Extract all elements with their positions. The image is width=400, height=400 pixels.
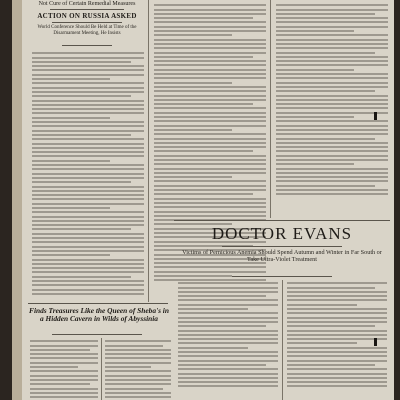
headline-doctor-evans: DOCTOR EVANS [211, 224, 353, 243]
subhead-pernicious-anemia: Victims of Pernicious Anemia Should Spend Autumn and Winter in Far South or Take Ultra-Violet Treatment [182, 249, 382, 263]
abyssinia-text-left [30, 338, 98, 400]
doctor-evans-text-left [178, 280, 278, 400]
headline-cure-remedial: Not Cure of Certain Remedial Measures [38, 1, 136, 7]
column-3-text [276, 2, 388, 212]
column-1-text [32, 50, 144, 300]
newspaper-page [22, 0, 394, 400]
abyssinia-text-right [105, 338, 171, 400]
binder-clip-top [374, 112, 377, 120]
binder-clip-middle [374, 338, 377, 346]
headline-action-russia: ACTION ON RUSSIA ASKED [37, 12, 137, 20]
doctor-evans-text-right [287, 280, 387, 400]
subhead-world-conference: World Conference Should Be Held at Time of the Disarmament Meeting, He Insists [37, 25, 137, 36]
headline-queen-of-sheba: Finds Treasures Like the Queen of Sheba's in a Hidden Cavern in Wilds of Abyssinia [29, 306, 169, 323]
page-edge-left [12, 0, 22, 400]
